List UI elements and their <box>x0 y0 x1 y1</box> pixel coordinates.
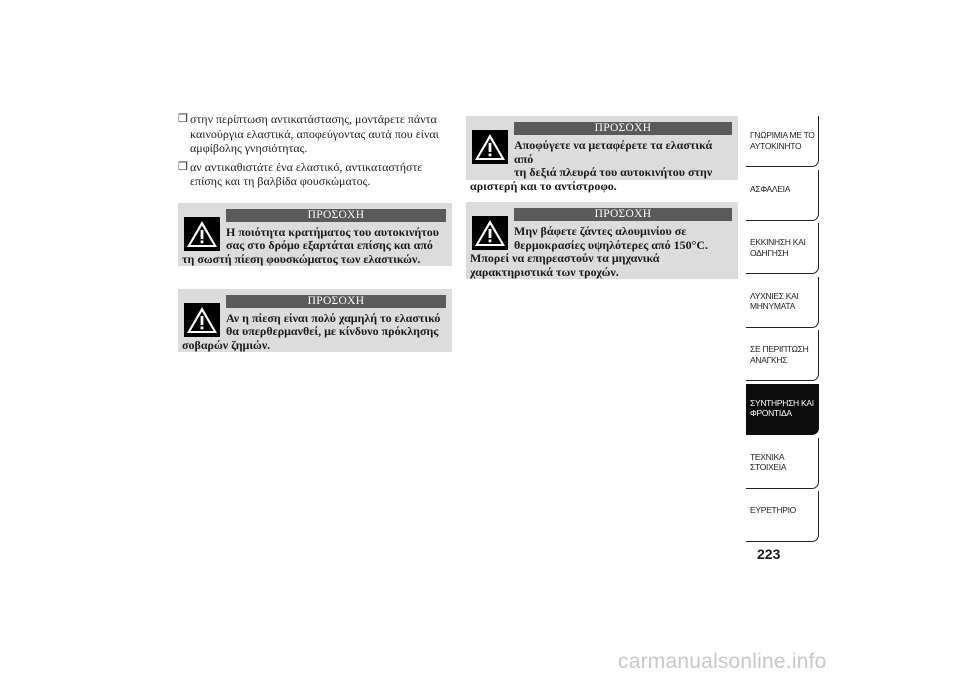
warning-triangle-icon <box>184 303 220 337</box>
page-number: 223 <box>757 546 781 562</box>
warning-title: ΠΡΟΣΟΧΗ <box>226 209 446 222</box>
watermark: carmanualsonline.info <box>618 650 827 673</box>
tab-index[interactable]: ΕΥΡΕΤΗΡΙΟ <box>746 491 819 542</box>
tab-safety[interactable]: ΑΣΦΑΛΕΙΑ <box>746 170 819 221</box>
bullet-item <box>178 112 452 156</box>
warning-text: Η ποιότητα κρατήματος του αυτοκινήτου σας στο δρόμο εξαρτάται επίσης και από τη σωστή πίεση φουσκώματος των ελαστικών. <box>182 224 439 266</box>
warning-box <box>178 289 452 352</box>
warning-box <box>178 203 452 266</box>
right-column <box>466 116 738 279</box>
warning-text: Μην βάφετε ζάντες αλουμινίου σε θερμοκρασίες υψηλότερες από 150°C. Μπορεί να επηρεαστούν τα μηχανικά χαρακτηριστικά των τροχών. <box>470 224 709 279</box>
tab-technical-data[interactable]: ΤΕΧΝΙΚΑ ΣΤΟΙΧΕΙΑ <box>746 438 819 489</box>
bullet-text: αν αντικαθιστάτε ένα ελαστικό, αντικαταστήστε επίσης και τη βαλβίδα φουσκώματος. <box>190 159 423 188</box>
left-column <box>178 112 452 352</box>
warning-box <box>466 116 738 193</box>
checkbox-bullet-icon: ❒ <box>178 113 188 125</box>
warning-text: Αν η πίεση είναι πολύ χαμηλή το ελαστικό θα υπερθερμανθεί, με κίνδυνο πρόκλησης σοβαρών ζημιών. <box>182 310 441 352</box>
tab-warning-lights[interactable]: ΛΥΧΝΙΕΣ ΚΑΙ ΜΗΝΥΜΑΤΑ <box>746 277 819 328</box>
warning-triangle-icon <box>184 217 220 251</box>
warning-title: ΠΡΟΣΟΧΗ <box>226 295 446 308</box>
warning-text: Αποφύγετε να μεταφέρετε τα ελαστικά από τη δεξιά πλευρά του αυτοκινήτου στην αριστερή και το αντίστροφο. <box>470 138 713 193</box>
tab-maintenance[interactable]: ΣΥΝΤΗΡΗΣΗ ΚΑΙ ΦΡΟΝΤΙΔΑ <box>746 384 819 435</box>
tab-getting-to-know[interactable]: ΓΝΩΡΙΜΙΑ ΜΕ ΤΟ ΑΥΤΟΚΙΝΗΤΟ <box>746 116 819 167</box>
checkbox-bullet-icon: ❒ <box>178 160 188 173</box>
warning-box <box>466 202 738 279</box>
bullet-text: στην περίπτωση αντικατάστασης, μοντάρετε πάντα καινούργια ελαστικά, αποφεύγοντας αυτά που είναι αμφίβολης γνησιότητας. <box>190 112 439 155</box>
warning-title: ΠΡΟΣΟΧΗ <box>514 208 732 221</box>
warning-triangle-icon <box>472 216 508 250</box>
chapter-tabs <box>746 116 819 545</box>
warning-title: ΠΡΟΣΟΧΗ <box>514 122 732 135</box>
bullet-item <box>178 160 452 189</box>
tab-emergency[interactable]: ΣΕ ΠΕΡΙΠΤΩΣΗ ΑΝΑΓΚΗΣ <box>746 330 819 381</box>
tab-starting-driving[interactable]: ΕΚΚΙΝΗΣΗ ΚΑΙ ΟΔΗΓΗΣΗ <box>746 223 819 274</box>
warning-triangle-icon <box>472 130 508 164</box>
